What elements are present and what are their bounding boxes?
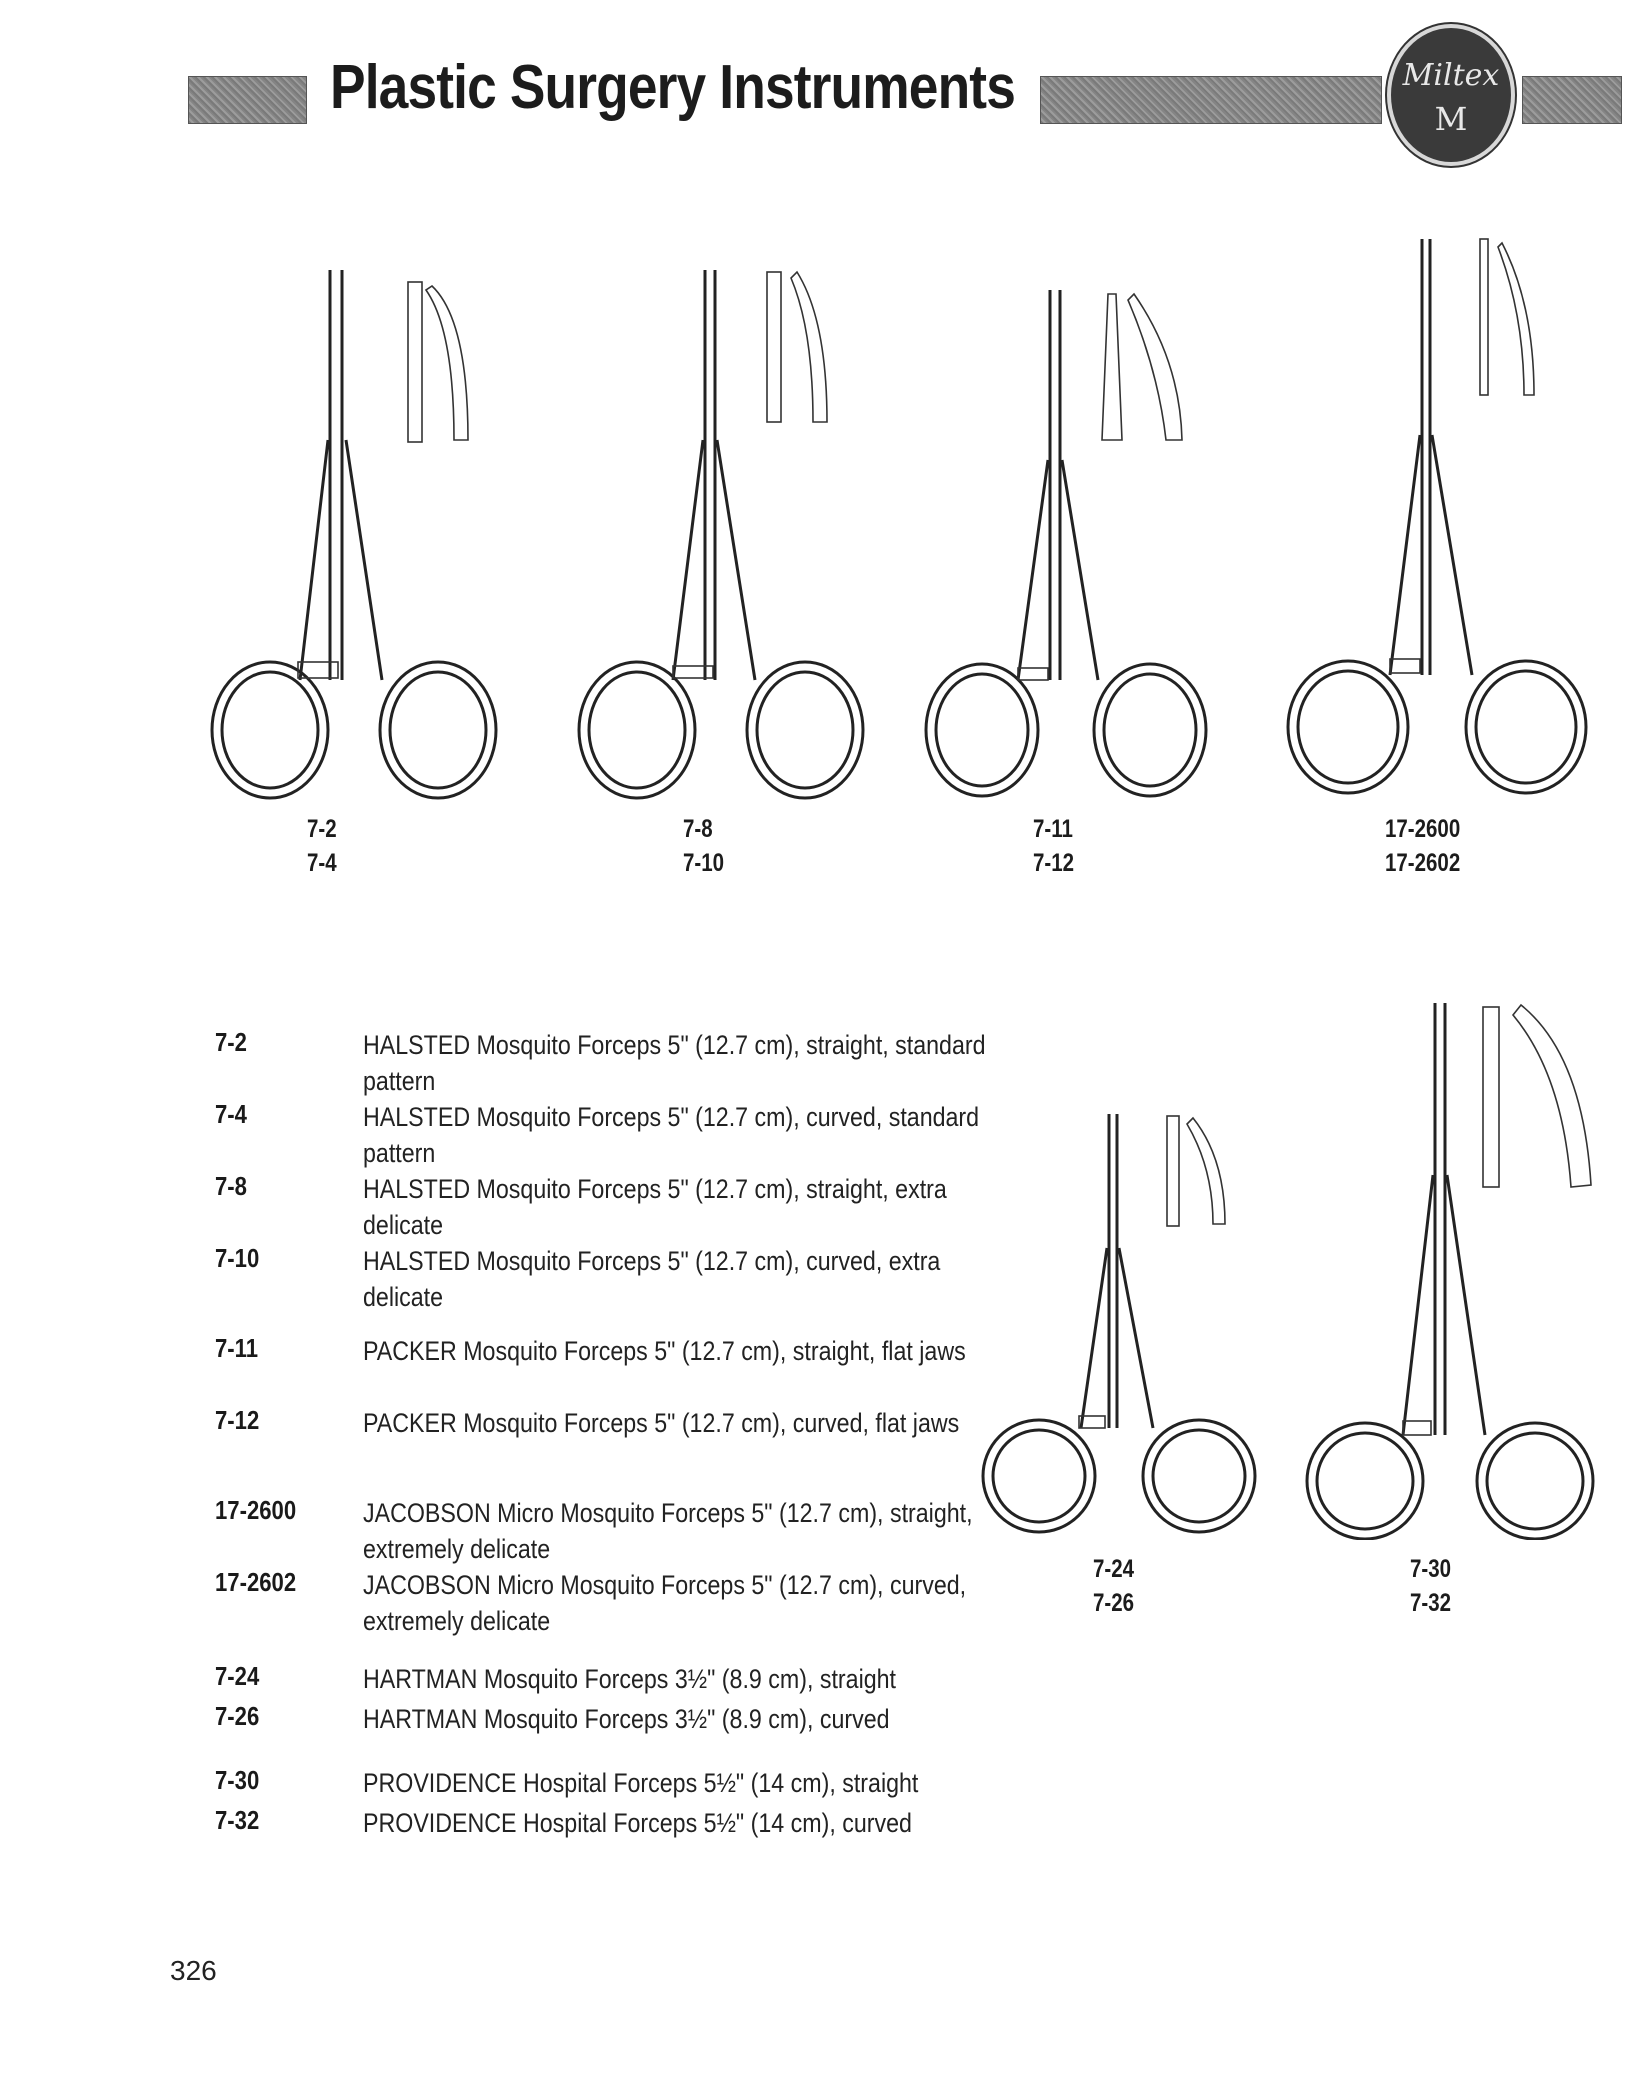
figure-label-7-8	[683, 812, 724, 880]
header-bar-left	[188, 76, 307, 124]
product-code: 17-2602	[215, 1567, 297, 1597]
figure-label-line1: 7-2	[307, 815, 337, 843]
forceps-illustration-7-30	[1295, 995, 1605, 1540]
product-code: 7-10	[215, 1243, 260, 1273]
product-description: PACKER Mosquito Forceps 5" (12.7 cm), curved, flat jaws	[363, 1408, 960, 1438]
forceps-illustration-17-2600	[1272, 235, 1602, 795]
product-description: PACKER Mosquito Forceps 5" (12.7 cm), straight, flat jaws	[363, 1336, 966, 1366]
product-description: JACOBSON Micro Mosquito Forceps 5" (12.7 cm), straight, extremely delicate	[363, 1498, 973, 1564]
product-description: HARTMAN Mosquito Forceps 3½" (8.9 cm), straight	[363, 1664, 897, 1694]
figure-label-line2: 17-2602	[1385, 849, 1461, 877]
forceps-illustration-7-2	[200, 260, 510, 800]
product-code: 7-30	[215, 1765, 260, 1795]
header-bar-middle	[1040, 76, 1382, 124]
figure-label-line1: 7-24	[1093, 1555, 1135, 1583]
figure-label-line2: 7-12	[1033, 849, 1075, 877]
figure-label-line1: 17-2600	[1385, 815, 1461, 843]
figure-label-7-24	[1093, 1552, 1134, 1620]
figure-label-line1: 7-11	[1033, 815, 1073, 843]
product-code: 7-11	[215, 1333, 259, 1363]
logo-letter: M	[1434, 100, 1468, 138]
product-description: JACOBSON Micro Mosquito Forceps 5" (12.7 cm), curved, extremely delicate	[363, 1570, 967, 1636]
figure-label-line1: 7-30	[1410, 1555, 1452, 1583]
product-code: 7-12	[215, 1405, 260, 1435]
figure-label-line2: 7-10	[683, 849, 725, 877]
forceps-illustration-7-8	[565, 260, 875, 800]
page-title: Plastic Surgery Instruments	[330, 53, 1015, 122]
page-number: 326	[170, 1955, 217, 1986]
product-code: 7-2	[215, 1027, 247, 1057]
forceps-illustration-7-11	[918, 280, 1228, 800]
forceps-illustration-7-24	[975, 1108, 1275, 1538]
figure-label-7-2	[307, 812, 337, 880]
product-code: 7-4	[215, 1099, 247, 1129]
product-description: HALSTED Mosquito Forceps 5" (12.7 cm), curved, standard pattern	[363, 1102, 980, 1168]
figure-label-line2: 7-32	[1410, 1589, 1452, 1617]
product-description: HALSTED Mosquito Forceps 5" (12.7 cm), curved, extra delicate	[363, 1246, 941, 1312]
product-code: 7-24	[215, 1661, 260, 1691]
product-code: 7-32	[215, 1805, 260, 1835]
product-description: PROVIDENCE Hospital Forceps 5½" (14 cm), curved	[363, 1808, 912, 1838]
logo-script-text: Miltex	[1402, 58, 1500, 93]
product-description: HARTMAN Mosquito Forceps 3½" (8.9 cm), curved	[363, 1704, 890, 1734]
product-description: HALSTED Mosquito Forceps 5" (12.7 cm), straight, extra delicate	[363, 1174, 947, 1240]
product-code: 17-2600	[215, 1495, 297, 1525]
product-code: 7-8	[215, 1171, 247, 1201]
figure-label-7-11	[1033, 812, 1074, 880]
figure-label-line2: 7-26	[1093, 1589, 1135, 1617]
figure-label-line1: 7-8	[683, 815, 713, 843]
figure-label-line2: 7-4	[307, 849, 337, 877]
product-code: 7-26	[215, 1701, 260, 1731]
figure-label-17-2600	[1385, 812, 1460, 880]
product-description: HALSTED Mosquito Forceps 5" (12.7 cm), straight, standard pattern	[363, 1030, 986, 1096]
miltex-logo	[1391, 28, 1511, 162]
figure-label-7-30	[1410, 1552, 1451, 1620]
header-bar-right	[1522, 76, 1622, 124]
product-description: PROVIDENCE Hospital Forceps 5½" (14 cm), straight	[363, 1768, 919, 1798]
